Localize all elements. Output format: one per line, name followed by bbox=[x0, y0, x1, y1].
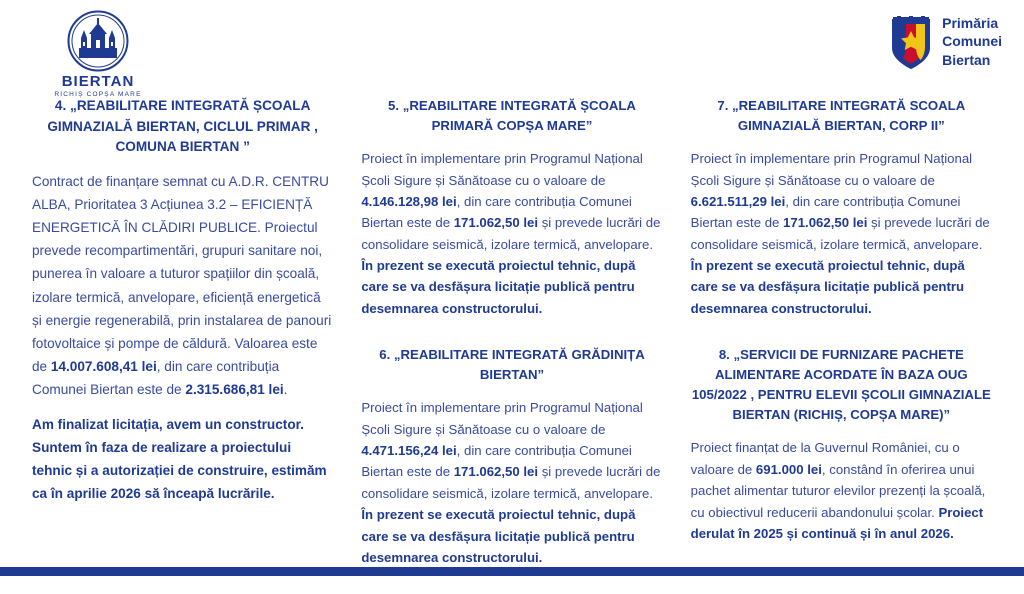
biertan-brand-name: BIERTAN bbox=[61, 73, 135, 90]
project-block-5 bbox=[361, 96, 662, 319]
project-block-4 bbox=[32, 96, 333, 506]
biertan-logo bbox=[18, 10, 178, 98]
project-4-paragraph-1: Contract de finanțare semnat cu A.D.R. CENTRU ALBA, Prioritatea 3 Acțiunea 3.2 – EFICIENȚĂ ENERGETICĂ ÎN CLĂDIRI PUBLICE. Proiectul prevede recompartimentări, grupuri sanitare noi, punerea în valoare a tuturor spațiilor din școală, izolare termică, anvelopare, eficiență energetică și energie regenerabilă, prin instalarea de panouri fotovoltaice și pompe de căldură. Valoarea este de 14.007.608,41 lei, din care contribuția Comunei Biertan este de 2.315.686,81 lei. bbox=[32, 173, 332, 397]
project-4-title-text: „REABILITARE INTEGRATĂ ȘCOALA GIMNAZIALĂ BIERTAN, CICLUL PRIMAR , COMUNA BIERTAN ” bbox=[47, 98, 318, 155]
column-1 bbox=[18, 96, 347, 594]
project-block-6 bbox=[361, 345, 662, 568]
content-columns bbox=[0, 96, 1024, 594]
biertan-brand-subtitle: RICHIȘ COPȘA MARE bbox=[54, 91, 142, 98]
project-5-title-text: „REABILITARE INTEGRATĂ ȘCOALA PRIMARĂ COPȘA MARE” bbox=[402, 98, 636, 134]
project-block-8 bbox=[691, 345, 992, 544]
project-7-title-text: „REABILITARE INTEGRATĂ SCOALA GIMNAZIALĂ BIERTAN, CORP II” bbox=[732, 98, 966, 134]
project-7-number: 7. bbox=[717, 98, 729, 113]
project-8-paragraph-1: Proiect finanțat de la Guvernul României, cu o valoare de 691.000 lei, constând în oferirea unui pachet alimentar tuturor elevilor prezenți la școală, cu obiectivul reducerii abandonului școlar. Proiect derulat în 2025 și continuă și în anul 2026. bbox=[690, 440, 986, 541]
coat-of-arms-shield-icon bbox=[889, 16, 933, 72]
column-3 bbox=[677, 96, 1006, 594]
project-8-number: 8. bbox=[718, 347, 730, 363]
project-6-title bbox=[361, 345, 662, 385]
project-7-paragraph-1: Proiect în implementare prin Programul Național Școli Sigure și Sănătoase cu o valoare de 6.621.511,29 lei, din care contribuția Comunei Biertan este de 171.062,50 lei și prevede lucrări de consolidare seismică, izolare termică, anvelopare. În prezent se execută proiectul tehnic, după care se va desfășura licitație publică pentru desemnarea constructorului. bbox=[690, 151, 990, 316]
primaria-line-1: Primăria bbox=[942, 15, 999, 31]
project-block-7 bbox=[691, 96, 992, 319]
project-7-title bbox=[691, 96, 992, 136]
project-8-title-text: „SERVICII DE FURNIZARE PACHETE ALIMENTARE ACORDATE ÎN BAZA OUG 105/2022 , PENTRU ELEVII ȘCOLII GIMNAZIALE BIERTAN (RICHIȘ, COPȘA MARE)” bbox=[691, 347, 991, 423]
primaria-text bbox=[942, 14, 1002, 69]
column-2 bbox=[347, 96, 676, 594]
page-header bbox=[0, 0, 1024, 98]
project-5-paragraph-1: Proiect în implementare prin Programul Național Școli Sigure și Sănătoase cu o valoare de 4.146.128,98 lei, din care contribuția Comunei Biertan este de 171.062,50 lei și prevede lucrări de consolidare seismică, izolare termică, anvelopare. În prezent se execută proiectul tehnic, după care se va desfășura licitație publică pentru desemnarea constructorului. bbox=[361, 151, 661, 316]
project-6-number: 6. bbox=[379, 347, 391, 363]
primaria-line-2: Comunei bbox=[942, 33, 1002, 50]
project-4-number: 4. bbox=[54, 98, 67, 113]
project-5-title bbox=[361, 96, 662, 136]
project-4-paragraph-2: Am finalizat licitația, avem un constructor. Suntem în faza de realizare a proiectului tehnic și a autorizației de construire, estimăm ca în aprilie 2026 să înceapă lucrările. bbox=[32, 417, 327, 502]
biertan-fortified-church-crest-icon bbox=[67, 10, 129, 72]
project-5-number: 5. bbox=[388, 98, 400, 113]
footer-accent-bar bbox=[0, 567, 1024, 576]
project-6-paragraph-1: Proiect în implementare prin Programul Național Școli Sigure și Sănătoase cu o valoare de 4.471.156,24 lei, din care contribuția Comunei Biertan este de 171.062,50 lei și prevede lucrări de consolidare seismică, izolare termică, anvelopare. În prezent se execută proiectul tehnic, după care se va desfășura licitație publică pentru desemnarea constructorului. bbox=[361, 400, 661, 565]
primaria-logo bbox=[889, 14, 1002, 72]
primaria-line-3: Biertan bbox=[942, 51, 991, 68]
project-8-title bbox=[691, 345, 992, 425]
project-6-title-text: „REABILITARE INTEGRATĂ GRĂDINIȚA BIERTAN” bbox=[393, 347, 645, 383]
project-4-title bbox=[32, 96, 333, 158]
